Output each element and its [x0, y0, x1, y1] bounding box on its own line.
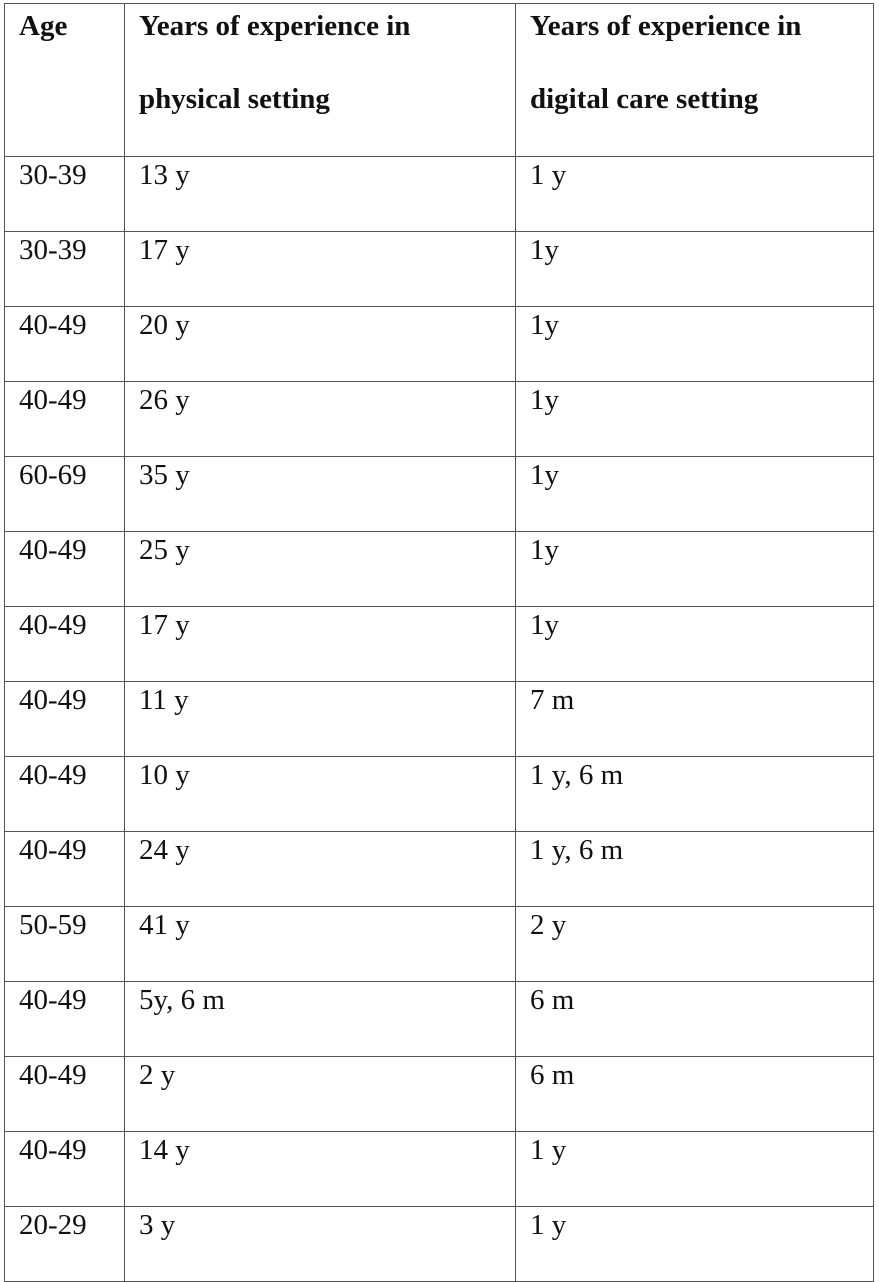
table-row	[5, 832, 874, 907]
cell-digital-experience: 1 y	[516, 1207, 874, 1282]
cell-physical-experience: 2 y	[125, 1057, 516, 1132]
cell-digital-experience: 6 m	[516, 982, 874, 1057]
cell-physical-experience: 35 y	[125, 457, 516, 532]
cell-age: 60-69	[5, 457, 125, 532]
cell-digital-experience: 1 y	[516, 157, 874, 232]
cell-age: 20-29	[5, 1207, 125, 1282]
cell-age: 40-49	[5, 982, 125, 1057]
cell-digital-experience: 2 y	[516, 907, 874, 982]
cell-digital-experience: 1 y, 6 m	[516, 757, 874, 832]
header-age: Age	[5, 4, 125, 157]
cell-age: 40-49	[5, 532, 125, 607]
table-row	[5, 757, 874, 832]
cell-physical-experience: 17 y	[125, 607, 516, 682]
cell-age: 40-49	[5, 682, 125, 757]
cell-digital-experience: 1y	[516, 532, 874, 607]
cell-digital-experience: 1 y	[516, 1132, 874, 1207]
table-header-row	[5, 4, 874, 157]
table-row	[5, 307, 874, 382]
cell-digital-experience: 1y	[516, 382, 874, 457]
cell-age: 30-39	[5, 232, 125, 307]
cell-physical-experience: 14 y	[125, 1132, 516, 1207]
cell-age: 40-49	[5, 382, 125, 457]
table-row	[5, 457, 874, 532]
table-row	[5, 682, 874, 757]
cell-physical-experience: 3 y	[125, 1207, 516, 1282]
cell-physical-experience: 24 y	[125, 832, 516, 907]
table-row	[5, 1057, 874, 1132]
table-row	[5, 1207, 874, 1282]
table-row	[5, 607, 874, 682]
table-row	[5, 157, 874, 232]
table-row	[5, 1132, 874, 1207]
cell-digital-experience: 7 m	[516, 682, 874, 757]
cell-age: 50-59	[5, 907, 125, 982]
cell-digital-experience: 1y	[516, 457, 874, 532]
header-physical-experience: Years of experience in physical setting	[125, 4, 516, 157]
cell-physical-experience: 13 y	[125, 157, 516, 232]
table-body	[5, 157, 874, 1282]
table-row	[5, 232, 874, 307]
header-digital-experience: Years of experience in digital care setting	[516, 4, 874, 157]
cell-age: 40-49	[5, 307, 125, 382]
cell-physical-experience: 25 y	[125, 532, 516, 607]
cell-physical-experience: 20 y	[125, 307, 516, 382]
cell-physical-experience: 41 y	[125, 907, 516, 982]
cell-digital-experience: 1y	[516, 307, 874, 382]
table-row	[5, 982, 874, 1057]
cell-age: 40-49	[5, 1057, 125, 1132]
cell-age: 30-39	[5, 157, 125, 232]
cell-physical-experience: 17 y	[125, 232, 516, 307]
cell-digital-experience: 1 y, 6 m	[516, 832, 874, 907]
cell-digital-experience: 6 m	[516, 1057, 874, 1132]
cell-physical-experience: 11 y	[125, 682, 516, 757]
cell-physical-experience: 10 y	[125, 757, 516, 832]
table-row	[5, 907, 874, 982]
experience-table	[4, 3, 874, 1282]
table-row	[5, 532, 874, 607]
cell-digital-experience: 1y	[516, 232, 874, 307]
cell-physical-experience: 5y, 6 m	[125, 982, 516, 1057]
cell-age: 40-49	[5, 1132, 125, 1207]
cell-age: 40-49	[5, 757, 125, 832]
cell-age: 40-49	[5, 607, 125, 682]
table-row	[5, 382, 874, 457]
cell-physical-experience: 26 y	[125, 382, 516, 457]
cell-digital-experience: 1y	[516, 607, 874, 682]
cell-age: 40-49	[5, 832, 125, 907]
